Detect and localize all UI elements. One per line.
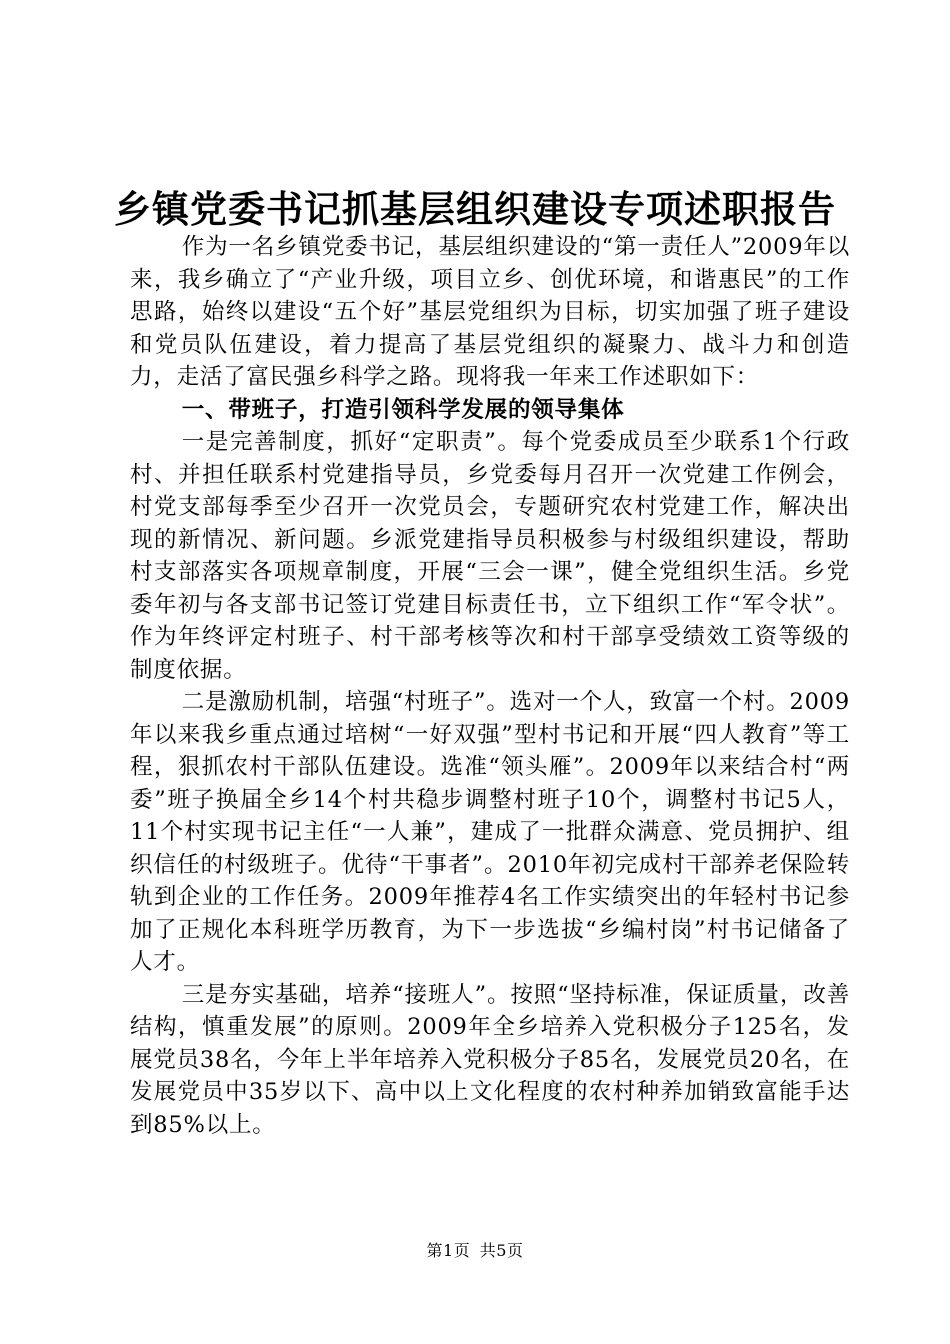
page-number-total: 共5页 [479, 1241, 524, 1260]
document-title: 乡镇党委书记抓基层组织建设专项述职报告 [114, 187, 836, 231]
paragraph-intro: 作为一名乡镇党委书记，基层组织建设的“第一责任人”2009年以来，我乡确立了“产业升级，项目立乡、创优环境，和谐惠民”的工作思路，始终以建设“五个好”基层党组织为目标，切实加强了班子建设和党员队伍建设，着力提高了基层党组织的凝聚力、战斗力和创造力，走活了富民强乡科学之路。现将我一年来工作述职如下： [130, 234, 850, 390]
paragraph-2: 二是激励机制，培强“村班子”。选对一个人，致富一个村。2009年以来我乡重点通过培树“一好双强”型村书记和开展“四人教育”等工程，狠抓农村干部队伍建设。选准“领头雁”。2009年以来结合村“两委”班子换届全乡14个村共稳步调整村班子10个，调整村书记5人，11个村实现书记主任“一人兼”，建成了一批群众满意、党员拥护、组织信任的村级班子。优待“干事者”。2010年初完成村干部养老保险转轨到企业的工作任务。2009年推荐4名工作实绩突出的年轻村书记参加了正规化本科班学历教育，为下一步选拔“乡编村岗”村书记储备了人才。 [130, 689, 850, 975]
page-number-current: 第1页 [426, 1241, 471, 1260]
paragraph-3: 三是夯实基础，培养“接班人”。按照“坚持标准，保证质量，改善结构，慎重发展”的原则。2009年全乡培养入党积极分子125名，发展党员38名，今年上半年培养入党积极分子85名，发展党员20名，在发展党员中35岁以下、高中以上文化程度的农村种养加销致富能手达到85%以上。 [130, 981, 850, 1138]
document-body [130, 231, 850, 1141]
paragraph-1: 一是完善制度，抓好“定职责”。每个党委成员至少联系1个行政村、并担任联系村党建指导员，乡党委每月召开一次党建工作例会，村党支部每季至少召开一次党员会，专题研究农村党建工作，解决出现的新情况、新问题。乡派党建指导员积极参与村级组织建设，帮助村支部落实各项规章制度，开展“三会一课”，健全党组织生活。乡党委年初与各支部书记签订党建目标责任书，立下组织工作“军令状”。作为年终评定村班子、村干部考核等次和村干部享受绩效工资等级的制度依据。 [130, 429, 850, 683]
section-heading: 一、带班子，打造引领科学发展的领导集体 [181, 396, 625, 423]
page-footer [0, 1241, 950, 1261]
